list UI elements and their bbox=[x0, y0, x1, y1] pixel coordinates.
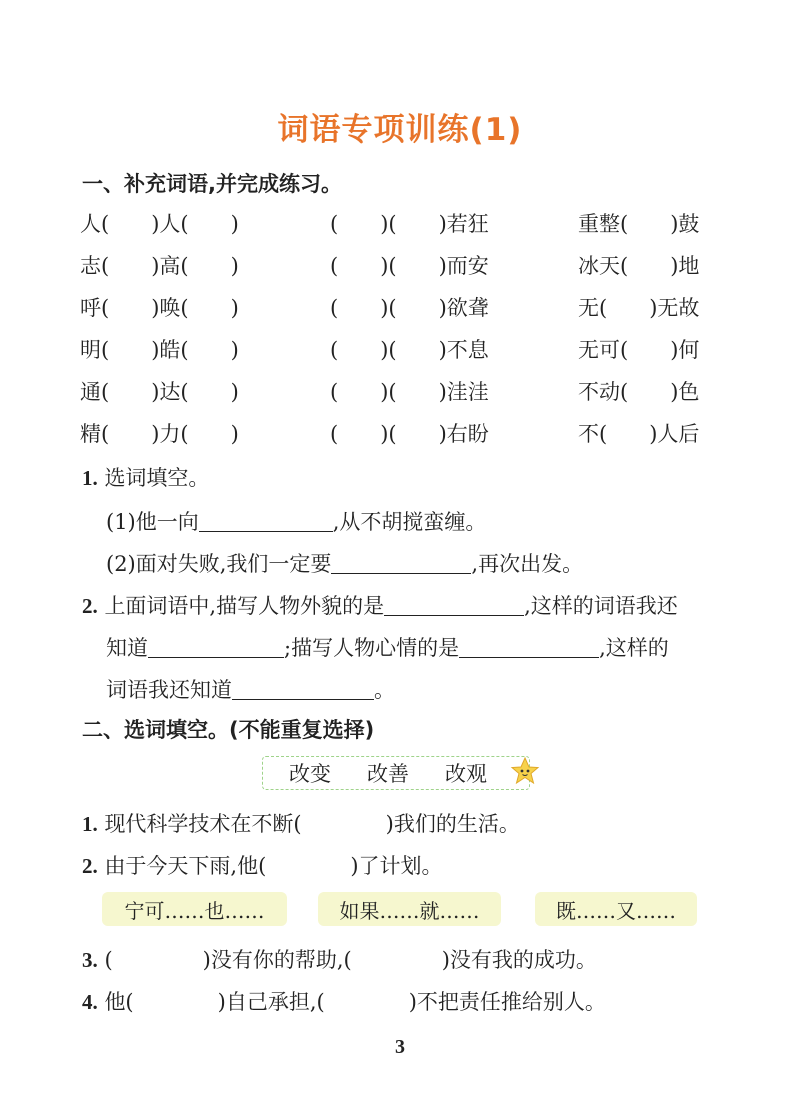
word-option: 改善 bbox=[367, 762, 409, 786]
fill-question-2 bbox=[82, 850, 443, 880]
star-mascot-icon bbox=[510, 756, 540, 786]
question-number: 4. bbox=[82, 990, 98, 1014]
question-text: 知道 bbox=[106, 636, 148, 660]
word-cell: 呼( )唤( ) bbox=[80, 296, 239, 320]
word-cell: ( )( )右盼 bbox=[330, 422, 489, 446]
word-grid-row bbox=[0, 376, 800, 406]
answer-blank[interactable] bbox=[148, 637, 284, 658]
word-grid-row bbox=[0, 208, 800, 238]
word-grid-row bbox=[0, 292, 800, 322]
word-cell: 重整( )鼓 bbox=[578, 212, 700, 236]
word-cell: 志( )高( ) bbox=[80, 254, 239, 278]
question-text: 由于今天下雨,他( bbox=[104, 854, 267, 878]
question-text: (1)他一向 bbox=[106, 510, 199, 534]
word-cell: 通( )达( ) bbox=[80, 380, 239, 404]
question-text: 现代科学技术在不断( bbox=[104, 812, 302, 836]
section1-heading: 一、补充词语,并完成练习。 bbox=[82, 172, 342, 196]
answer-blank[interactable] bbox=[459, 637, 599, 658]
answer-blank[interactable] bbox=[384, 595, 524, 616]
answer-blank[interactable] bbox=[331, 553, 471, 574]
word-cell: 精( )力( ) bbox=[80, 422, 239, 446]
question-number: 3. bbox=[82, 948, 98, 972]
conjunction-pair: 既……又…… bbox=[535, 892, 697, 926]
word-cell: 明( )皓( ) bbox=[80, 338, 239, 362]
fill-question-1 bbox=[82, 808, 520, 838]
page-number: 3 bbox=[395, 1036, 405, 1058]
question-text: 上面词语中,描写人物外貌的是 bbox=[104, 594, 385, 618]
question-text: )我们的生活。 bbox=[385, 812, 520, 836]
word-cell: ( )( )若狂 bbox=[330, 212, 489, 236]
word-cell: 不动( )色 bbox=[578, 380, 700, 404]
question-text: 。 bbox=[374, 678, 395, 702]
word-grid-row bbox=[0, 250, 800, 280]
word-cell: 无可( )何 bbox=[578, 338, 700, 362]
question-text: ( bbox=[104, 948, 113, 972]
word-grid-row bbox=[0, 334, 800, 364]
question-text: 他( bbox=[104, 990, 134, 1014]
question-number: 1. bbox=[82, 466, 98, 490]
fill-question-3 bbox=[82, 944, 597, 974]
question-text: (2)面对失败,我们一定要 bbox=[106, 552, 332, 576]
question-number: 2. bbox=[82, 854, 98, 878]
question-text: )了计划。 bbox=[350, 854, 443, 878]
question-text: 选词填空。 bbox=[104, 466, 210, 490]
question-text: 词语我还知道 bbox=[106, 678, 232, 702]
section2-heading: 二、选词填空。(不能重复选择) bbox=[82, 718, 375, 742]
conjunction-pair: 如果……就…… bbox=[318, 892, 501, 926]
question-2-line-1 bbox=[82, 590, 678, 620]
question-text: )不把责任推给别人。 bbox=[408, 990, 606, 1014]
word-choice-box bbox=[262, 756, 530, 790]
conjunction-pair: 宁可……也…… bbox=[102, 892, 287, 926]
question-1a bbox=[106, 506, 486, 536]
question-number: 1. bbox=[82, 812, 98, 836]
word-cell: 人( )人( ) bbox=[80, 212, 239, 236]
answer-blank[interactable] bbox=[232, 679, 374, 700]
question-text: )没有我的成功。 bbox=[441, 948, 597, 972]
page-title: 词语专项训练(1) bbox=[277, 112, 523, 148]
question-text: ,从不胡搅蛮缠。 bbox=[332, 510, 487, 534]
fill-question-4 bbox=[82, 986, 606, 1016]
word-option: 改变 bbox=[289, 762, 331, 786]
question-number: 2. bbox=[82, 594, 98, 618]
question-text: ,再次出发。 bbox=[471, 552, 584, 576]
question-text: ;描写人物心情的是 bbox=[284, 636, 460, 660]
word-option: 改观 bbox=[445, 762, 487, 786]
word-cell: ( )( )洼洼 bbox=[330, 380, 489, 404]
word-cell: ( )( )不息 bbox=[330, 338, 489, 362]
question-text: )自己承担,( bbox=[217, 990, 325, 1014]
word-grid-row bbox=[0, 418, 800, 448]
answer-blank[interactable] bbox=[199, 511, 333, 532]
word-cell: 不( )人后 bbox=[578, 422, 700, 446]
question-2-line-3 bbox=[106, 674, 395, 704]
word-cell: ( )( )欲聋 bbox=[330, 296, 489, 320]
question-text: ,这样的词语我还 bbox=[524, 594, 678, 618]
question-text: ,这样的 bbox=[599, 636, 669, 660]
word-cell: 无( )无故 bbox=[578, 296, 700, 320]
word-cell: ( )( )而安 bbox=[330, 254, 489, 278]
word-cell: 冰天( )地 bbox=[578, 254, 700, 278]
question-1b bbox=[106, 548, 583, 578]
question-2-line-2 bbox=[106, 632, 669, 662]
question-1 bbox=[82, 462, 209, 492]
question-text: )没有你的帮助,( bbox=[202, 948, 352, 972]
